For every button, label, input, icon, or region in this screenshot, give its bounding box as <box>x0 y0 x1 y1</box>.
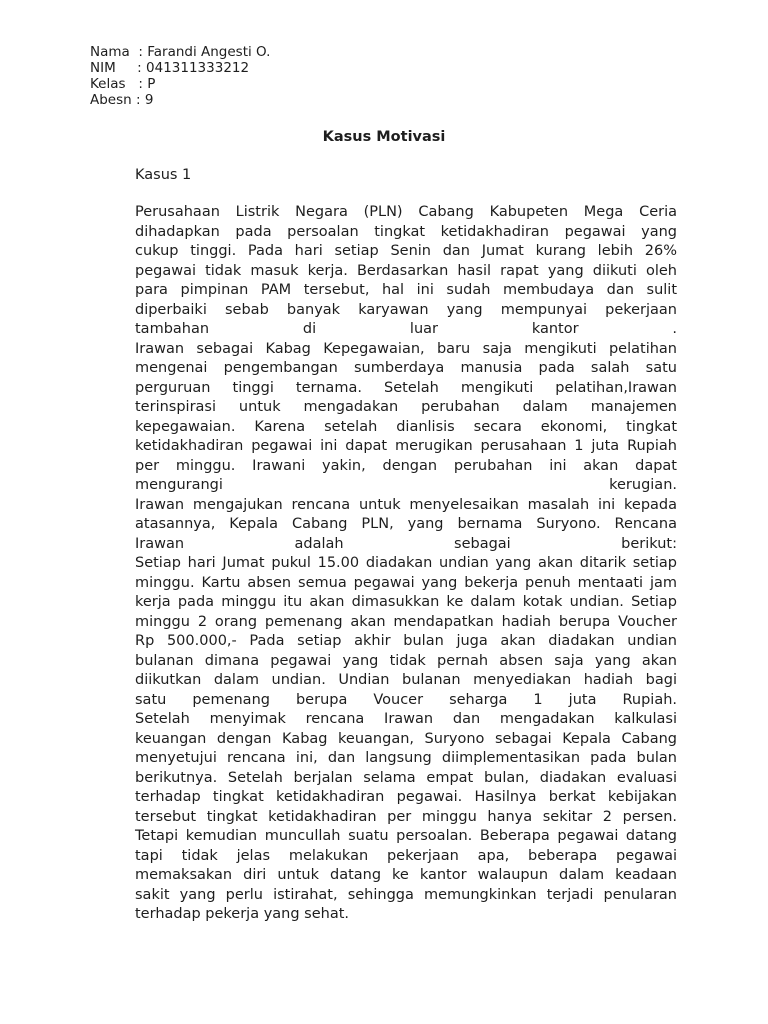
paragraph-line: atasannya, Kepala Cabang PLN, yang bernama Suryono. Rencana <box>135 516 677 532</box>
paragraph-line: terinspirasi untuk mengadakan perubahan dalam manajemen <box>135 399 677 415</box>
paragraph-line: pegawai tidak masuk kerja. Berdasarkan hasil rapat yang diikuti oleh <box>135 262 677 279</box>
paragraph-line: Rp 500.000,- Pada setiap akhir bulan juga akan diadakan undian <box>135 633 677 649</box>
paragraph-line: memaksakan diri untuk datang ke kantor walaupun dalam keadaan <box>135 867 677 883</box>
paragraph-line: tersebut tingkat ketidakhadiran per minggu hanya sekitar 2 persen. <box>135 808 677 825</box>
paragraph-line: Perusahaan Listrik Negara (PLN) Cabang Kabupeten Mega Ceria <box>135 204 677 220</box>
paragraph-line: mengenai pengembangan sumberdaya manusia pada salah satu <box>135 360 677 376</box>
paragraph-line: minggu. Kartu absen semua pegawai yang bekerja penuh mentaati jam <box>135 574 677 591</box>
document-title: Kasus Motivasi <box>322 129 446 145</box>
paragraph-line: diikutkan dalam undian. Undian bulanan menyediakan hadiah bagi <box>135 672 677 688</box>
paragraph-line: bulanan dimana pegawai yang tidak pernah absen saja yang akan <box>135 652 677 669</box>
paragraph-line: terhadap pekerja yang sehat. <box>135 906 350 922</box>
paragraph-line: per minggu. Irawani yakin, dengan perubahan ini akan dapat <box>135 457 677 474</box>
paragraph-line: tapi tidak jelas melakukan pekerjaan apa, beberapa pegawai <box>135 847 677 864</box>
paragraph-line: minggu 2 orang pemenang akan mendapatkan hadiah berupa Voucher <box>135 613 677 630</box>
case-paragraph <box>135 203 677 925</box>
paragraph-line: Setiap hari Jumat pukul 15.00 diadakan undian yang akan ditarik setiap <box>135 555 677 571</box>
paragraph-line: dihadapkan pada persoalan tingkat ketidakhadiran pegawai yang <box>135 223 677 240</box>
nim-line: NIM : 041311333212 <box>90 60 250 76</box>
case-label: Kasus 1 <box>135 167 192 183</box>
paragraph-line: menyetujui rencana ini, dan langsung diimplementasikan pada bulan <box>135 750 677 766</box>
paragraph-line: kepegawaian. Karena setelah dianlisis secara ekonomi, tingkat <box>135 418 677 435</box>
paragraph-line: tambahan di luar kantor . <box>135 321 677 337</box>
paragraph-line: terhadap tingkat ketidakhadiran pegawai. Hasilnya berkat kebijakan <box>135 789 677 805</box>
paragraph-line: keuangan dengan Kabag keuangan, Suryono sebagai Kepala Cabang <box>135 730 677 747</box>
paragraph-line: Irawan adalah sebagai berikut: <box>135 535 677 552</box>
paragraph-line: Irawan mengajukan rencana untuk menyelesaikan masalah ini kepada <box>135 496 677 513</box>
paragraph-line: mengurangi kerugian. <box>135 477 677 493</box>
paragraph-line: kerja pada minggu itu akan dimasukkan ke dalam kotak undian. Setiap <box>135 594 677 610</box>
paragraph-line: Setelah menyimak rencana Irawan dan mengadakan kalkulasi <box>135 711 677 727</box>
paragraph-line: diperbaiki sebab banyak karyawan yang mempunyai pekerjaan <box>135 301 677 318</box>
paragraph-line: satu pemenang berupa Voucer seharga 1 juta Rupiah. <box>135 691 677 708</box>
name-line: Nama : Farandi Angesti O. <box>90 44 271 60</box>
paragraph-line: para pimpinan PAM tersebut, hal ini sudah membudaya dan sulit <box>135 282 677 298</box>
paragraph-line: Irawan sebagai Kabag Kepegawaian, baru saja mengikuti pelatihan <box>135 340 677 357</box>
paragraph-line: berikutnya. Setelah berjalan selama empat bulan, diadakan evaluasi <box>135 769 677 786</box>
class-line: Kelas : P <box>90 76 156 92</box>
paragraph-line: Tetapi kemudian muncullah suatu persoalan. Beberapa pegawai datang <box>135 828 677 844</box>
paragraph-line: sakit yang perlu istirahat, sehingga memungkinkan terjadi penularan <box>135 886 677 903</box>
paragraph-line: cukup tinggi. Pada hari setiap Senin dan Jumat kurang lebih 26% <box>135 243 677 259</box>
paragraph-line: ketidakhadiran pegawai ini dapat merugikan perusahaan 1 juta Rupiah <box>135 438 677 454</box>
attendance-line: Abesn : 9 <box>90 92 154 108</box>
paragraph-line: perguruan tinggi ternama. Setelah mengikuti pelatihan,Irawan <box>135 379 677 396</box>
student-info-block <box>90 44 270 108</box>
